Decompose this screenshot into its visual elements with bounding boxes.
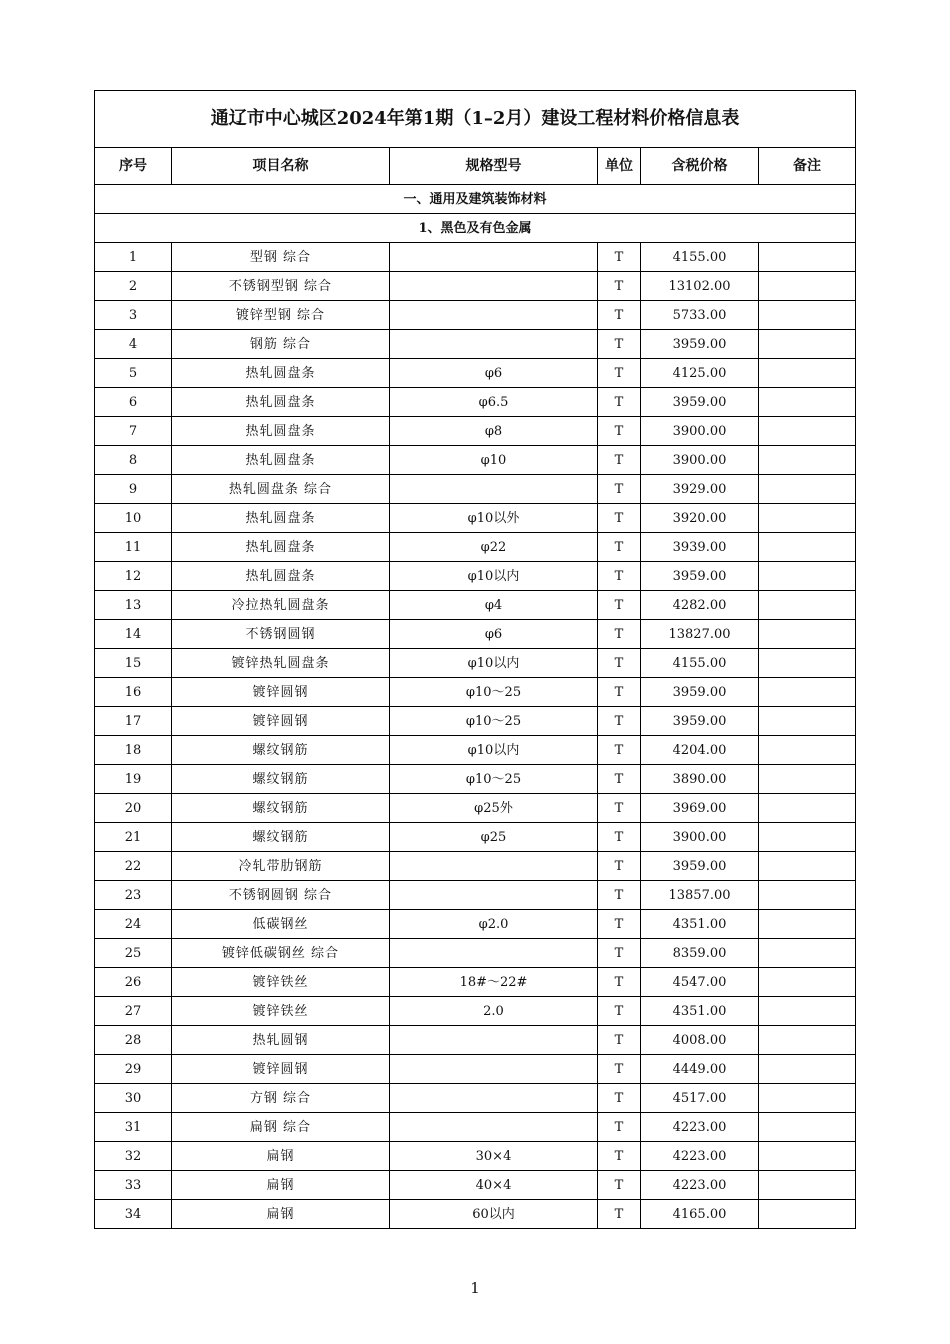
cell-unit: T — [598, 475, 641, 504]
cell-unit: T — [598, 794, 641, 823]
cell-index: 30 — [95, 1084, 172, 1113]
cell-name: 热轧圆盘条 — [172, 533, 390, 562]
cell-price: 3900.00 — [641, 446, 759, 475]
table-row — [95, 1113, 856, 1142]
cell-unit: T — [598, 649, 641, 678]
cell-spec: 18#～22# — [390, 968, 598, 997]
cell-note — [759, 678, 856, 707]
cell-index: 34 — [95, 1200, 172, 1229]
cell-unit: T — [598, 968, 641, 997]
table-row — [95, 330, 856, 359]
cell-unit: T — [598, 504, 641, 533]
cell-index: 23 — [95, 881, 172, 910]
cell-note — [759, 968, 856, 997]
cell-name: 螺纹钢筋 — [172, 823, 390, 852]
table-row — [95, 939, 856, 968]
cell-spec: φ6 — [390, 359, 598, 388]
title-row — [95, 91, 856, 148]
table-row — [95, 1084, 856, 1113]
cell-index: 32 — [95, 1142, 172, 1171]
cell-price: 4547.00 — [641, 968, 759, 997]
cell-price: 3939.00 — [641, 533, 759, 562]
cell-name: 镀锌圆钢 — [172, 707, 390, 736]
cell-index: 9 — [95, 475, 172, 504]
cell-price: 4517.00 — [641, 1084, 759, 1113]
header-unit: 单位 — [598, 148, 641, 185]
cell-spec: φ10以内 — [390, 649, 598, 678]
cell-name: 螺纹钢筋 — [172, 765, 390, 794]
table-row — [95, 243, 856, 272]
cell-index: 11 — [95, 533, 172, 562]
cell-name: 热轧圆盘条 — [172, 359, 390, 388]
cell-name: 镀锌热轧圆盘条 — [172, 649, 390, 678]
cell-index: 26 — [95, 968, 172, 997]
cell-price: 4008.00 — [641, 1026, 759, 1055]
cell-note — [759, 707, 856, 736]
cell-price: 13827.00 — [641, 620, 759, 649]
cell-name: 冷轧带肋钢筋 — [172, 852, 390, 881]
cell-price: 3900.00 — [641, 417, 759, 446]
cell-unit: T — [598, 939, 641, 968]
cell-index: 1 — [95, 243, 172, 272]
cell-index: 28 — [95, 1026, 172, 1055]
cell-price: 3959.00 — [641, 707, 759, 736]
cell-price: 4351.00 — [641, 910, 759, 939]
cell-spec — [390, 1026, 598, 1055]
header-price: 含税价格 — [641, 148, 759, 185]
table-row — [95, 1055, 856, 1084]
cell-spec — [390, 1084, 598, 1113]
cell-spec: 2.0 — [390, 997, 598, 1026]
cell-spec: φ25外 — [390, 794, 598, 823]
cell-spec: φ8 — [390, 417, 598, 446]
cell-note — [759, 446, 856, 475]
cell-name: 热轧圆盘条 综合 — [172, 475, 390, 504]
cell-price: 4282.00 — [641, 591, 759, 620]
cell-unit: T — [598, 678, 641, 707]
page-title: 通辽市中心城区2024年第1期（1–2月）建设工程材料价格信息表 — [95, 91, 856, 148]
cell-note — [759, 765, 856, 794]
cell-price: 3959.00 — [641, 562, 759, 591]
table-row — [95, 765, 856, 794]
cell-name: 镀锌铁丝 — [172, 968, 390, 997]
cell-note — [759, 1142, 856, 1171]
cell-note — [759, 1171, 856, 1200]
cell-unit: T — [598, 1171, 641, 1200]
cell-index: 18 — [95, 736, 172, 765]
cell-index: 25 — [95, 939, 172, 968]
cell-unit: T — [598, 620, 641, 649]
cell-price: 8359.00 — [641, 939, 759, 968]
header-row — [95, 148, 856, 185]
cell-spec — [390, 1113, 598, 1142]
cell-spec: φ10以外 — [390, 504, 598, 533]
cell-spec: 30×4 — [390, 1142, 598, 1171]
header-index: 序号 — [95, 148, 172, 185]
cell-note — [759, 1200, 856, 1229]
cell-note — [759, 475, 856, 504]
cell-note — [759, 997, 856, 1026]
table-row — [95, 823, 856, 852]
cell-index: 8 — [95, 446, 172, 475]
cell-spec: φ6 — [390, 620, 598, 649]
cell-unit: T — [598, 591, 641, 620]
table-row — [95, 678, 856, 707]
cell-price: 4165.00 — [641, 1200, 759, 1229]
cell-name: 冷拉热轧圆盘条 — [172, 591, 390, 620]
cell-name: 扁钢 — [172, 1200, 390, 1229]
cell-name: 热轧圆盘条 — [172, 562, 390, 591]
cell-unit: T — [598, 1026, 641, 1055]
section-row-general — [95, 185, 856, 214]
cell-index: 33 — [95, 1171, 172, 1200]
cell-spec: φ10以内 — [390, 736, 598, 765]
cell-note — [759, 533, 856, 562]
cell-index: 14 — [95, 620, 172, 649]
cell-name: 镀锌铁丝 — [172, 997, 390, 1026]
table-row — [95, 881, 856, 910]
cell-unit: T — [598, 562, 641, 591]
cell-index: 24 — [95, 910, 172, 939]
cell-unit: T — [598, 736, 641, 765]
cell-spec — [390, 1055, 598, 1084]
cell-spec — [390, 243, 598, 272]
cell-unit: T — [598, 881, 641, 910]
cell-spec: φ2.0 — [390, 910, 598, 939]
cell-name: 热轧圆盘条 — [172, 446, 390, 475]
table-row — [95, 649, 856, 678]
cell-unit: T — [598, 707, 641, 736]
cell-note — [759, 417, 856, 446]
cell-name: 螺纹钢筋 — [172, 736, 390, 765]
cell-note — [759, 881, 856, 910]
cell-price: 3929.00 — [641, 475, 759, 504]
cell-index: 2 — [95, 272, 172, 301]
cell-unit: T — [598, 533, 641, 562]
cell-note — [759, 1113, 856, 1142]
cell-unit: T — [598, 1142, 641, 1171]
cell-price: 5733.00 — [641, 301, 759, 330]
table-row — [95, 1200, 856, 1229]
cell-price: 13857.00 — [641, 881, 759, 910]
cell-spec — [390, 852, 598, 881]
cell-price: 3900.00 — [641, 823, 759, 852]
cell-name: 钢筋 综合 — [172, 330, 390, 359]
cell-name: 不锈钢圆钢 — [172, 620, 390, 649]
page-number: 1 — [470, 1279, 480, 1297]
cell-name: 扁钢 综合 — [172, 1113, 390, 1142]
cell-spec: φ10 — [390, 446, 598, 475]
cell-spec — [390, 475, 598, 504]
cell-price: 3959.00 — [641, 388, 759, 417]
table-row — [95, 301, 856, 330]
cell-price: 3920.00 — [641, 504, 759, 533]
table-row — [95, 591, 856, 620]
cell-price: 4125.00 — [641, 359, 759, 388]
table-row — [95, 968, 856, 997]
cell-price: 3890.00 — [641, 765, 759, 794]
cell-index: 17 — [95, 707, 172, 736]
cell-price: 3959.00 — [641, 330, 759, 359]
table-row — [95, 794, 856, 823]
cell-note — [759, 910, 856, 939]
cell-name: 镀锌圆钢 — [172, 1055, 390, 1084]
cell-name: 扁钢 — [172, 1171, 390, 1200]
cell-name: 镀锌圆钢 — [172, 678, 390, 707]
cell-index: 5 — [95, 359, 172, 388]
cell-unit: T — [598, 823, 641, 852]
cell-note — [759, 591, 856, 620]
table-row — [95, 707, 856, 736]
cell-spec — [390, 330, 598, 359]
cell-note — [759, 794, 856, 823]
cell-index: 21 — [95, 823, 172, 852]
cell-note — [759, 562, 856, 591]
cell-index: 15 — [95, 649, 172, 678]
cell-index: 13 — [95, 591, 172, 620]
cell-unit: T — [598, 997, 641, 1026]
cell-price: 4155.00 — [641, 649, 759, 678]
table-row — [95, 359, 856, 388]
table-row — [95, 997, 856, 1026]
cell-spec: φ6.5 — [390, 388, 598, 417]
cell-note — [759, 243, 856, 272]
cell-unit: T — [598, 910, 641, 939]
cell-spec — [390, 272, 598, 301]
cell-spec: φ10～25 — [390, 678, 598, 707]
cell-spec: φ10～25 — [390, 707, 598, 736]
cell-note — [759, 388, 856, 417]
cell-index: 6 — [95, 388, 172, 417]
cell-index: 10 — [95, 504, 172, 533]
cell-spec: φ10～25 — [390, 765, 598, 794]
cell-index: 20 — [95, 794, 172, 823]
section-heading-general: 一、通用及建筑装饰材料 — [95, 185, 856, 214]
cell-unit: T — [598, 1084, 641, 1113]
cell-name: 不锈钢型钢 综合 — [172, 272, 390, 301]
cell-spec: φ25 — [390, 823, 598, 852]
cell-spec: φ4 — [390, 591, 598, 620]
table-row — [95, 620, 856, 649]
cell-unit: T — [598, 272, 641, 301]
table-row — [95, 1142, 856, 1171]
table-row — [95, 446, 856, 475]
cell-note — [759, 939, 856, 968]
cell-spec — [390, 881, 598, 910]
header-note: 备注 — [759, 148, 856, 185]
cell-index: 3 — [95, 301, 172, 330]
cell-price: 4204.00 — [641, 736, 759, 765]
cell-price: 3959.00 — [641, 678, 759, 707]
cell-index: 12 — [95, 562, 172, 591]
cell-note — [759, 272, 856, 301]
cell-unit: T — [598, 446, 641, 475]
price-table — [94, 90, 856, 1229]
cell-note — [759, 359, 856, 388]
cell-price: 13102.00 — [641, 272, 759, 301]
cell-note — [759, 823, 856, 852]
cell-name: 低碳钢丝 — [172, 910, 390, 939]
cell-index: 31 — [95, 1113, 172, 1142]
cell-name: 热轧圆盘条 — [172, 417, 390, 446]
table-row — [95, 533, 856, 562]
cell-price: 3969.00 — [641, 794, 759, 823]
cell-name: 镀锌型钢 综合 — [172, 301, 390, 330]
table-row — [95, 910, 856, 939]
cell-spec — [390, 939, 598, 968]
header-spec: 规格型号 — [390, 148, 598, 185]
cell-index: 16 — [95, 678, 172, 707]
table-row — [95, 736, 856, 765]
table-row — [95, 1171, 856, 1200]
table-row — [95, 388, 856, 417]
cell-unit: T — [598, 765, 641, 794]
cell-note — [759, 504, 856, 533]
cell-note — [759, 620, 856, 649]
cell-unit: T — [598, 388, 641, 417]
table-row — [95, 852, 856, 881]
cell-note — [759, 649, 856, 678]
cell-price: 4155.00 — [641, 243, 759, 272]
header-name: 项目名称 — [172, 148, 390, 185]
cell-note — [759, 1026, 856, 1055]
cell-price: 4223.00 — [641, 1113, 759, 1142]
section-row-metals — [95, 214, 856, 243]
cell-name: 热轧圆盘条 — [172, 388, 390, 417]
cell-index: 27 — [95, 997, 172, 1026]
cell-name: 热轧圆盘条 — [172, 504, 390, 533]
cell-price: 4351.00 — [641, 997, 759, 1026]
cell-name: 螺纹钢筋 — [172, 794, 390, 823]
cell-unit: T — [598, 359, 641, 388]
cell-spec: φ10以内 — [390, 562, 598, 591]
cell-note — [759, 852, 856, 881]
cell-unit: T — [598, 1200, 641, 1229]
cell-index: 22 — [95, 852, 172, 881]
cell-note — [759, 330, 856, 359]
cell-index: 19 — [95, 765, 172, 794]
cell-note — [759, 301, 856, 330]
cell-unit: T — [598, 852, 641, 881]
cell-unit: T — [598, 243, 641, 272]
cell-note — [759, 1055, 856, 1084]
table-row — [95, 1026, 856, 1055]
cell-index: 29 — [95, 1055, 172, 1084]
cell-name: 方钢 综合 — [172, 1084, 390, 1113]
cell-name: 扁钢 — [172, 1142, 390, 1171]
cell-index: 4 — [95, 330, 172, 359]
table-row — [95, 272, 856, 301]
cell-unit: T — [598, 1113, 641, 1142]
cell-unit: T — [598, 417, 641, 446]
cell-unit: T — [598, 1055, 641, 1084]
cell-unit: T — [598, 301, 641, 330]
cell-spec: 40×4 — [390, 1171, 598, 1200]
table-row — [95, 417, 856, 446]
cell-spec — [390, 301, 598, 330]
cell-price: 4223.00 — [641, 1142, 759, 1171]
cell-unit: T — [598, 330, 641, 359]
cell-price: 4449.00 — [641, 1055, 759, 1084]
cell-index: 7 — [95, 417, 172, 446]
table-row — [95, 562, 856, 591]
cell-name: 型钢 综合 — [172, 243, 390, 272]
cell-price: 3959.00 — [641, 852, 759, 881]
cell-name: 镀锌低碳钢丝 综合 — [172, 939, 390, 968]
table-row — [95, 475, 856, 504]
cell-spec: 60以内 — [390, 1200, 598, 1229]
section-heading-metals: 1、黑色及有色金属 — [95, 214, 856, 243]
cell-note — [759, 1084, 856, 1113]
cell-spec: φ22 — [390, 533, 598, 562]
cell-name: 不锈钢圆钢 综合 — [172, 881, 390, 910]
cell-name: 热轧圆钢 — [172, 1026, 390, 1055]
cell-price: 4223.00 — [641, 1171, 759, 1200]
table-row — [95, 504, 856, 533]
cell-note — [759, 736, 856, 765]
